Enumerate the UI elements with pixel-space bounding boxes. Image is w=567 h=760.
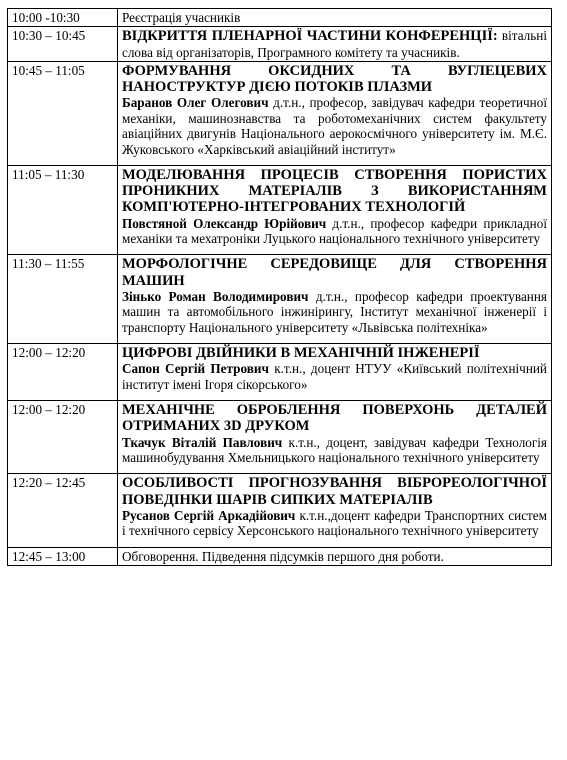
speaker-name: Сапон Сергій Петрович bbox=[122, 361, 269, 377]
activity-text: Обговорення. Підведення підсумків першого дня роботи. bbox=[122, 548, 444, 564]
schedule-row-registration bbox=[8, 9, 552, 27]
schedule-row-talk bbox=[8, 344, 552, 401]
speaker-details: к.т.н., доцент, завідувач кафедри Технологія машинобудування Хмельницького національного технічного університету bbox=[122, 434, 548, 465]
time-cell: 12:20 – 12:45 bbox=[8, 474, 118, 547]
talk-cell bbox=[118, 401, 552, 474]
activity-cell bbox=[118, 27, 552, 62]
speaker-details: д.т.н., професор, завідувач кафедри теоретичної механіки, машинознавства та роботомеханічних систем факультету авіаційних двигунів Національного аерокосмічного університету ім. М.Є. Жуковського «Харківський авіаційний інститут» bbox=[122, 95, 547, 157]
speaker-name: Русанов Сергій Аркадійович bbox=[122, 507, 296, 523]
conference-schedule-table bbox=[7, 8, 552, 566]
time-cell: 11:05 – 11:30 bbox=[8, 166, 118, 255]
speaker-details: к.т.н., доцент НТУУ «Київський політехнічний інститут імені Ігоря сікорського» bbox=[122, 361, 547, 392]
speaker-info bbox=[122, 95, 547, 157]
schedule-row-talk bbox=[8, 62, 552, 166]
schedule-row-opening bbox=[8, 27, 552, 62]
speaker-name: Баранов Олег Олегович bbox=[122, 95, 269, 111]
time-cell: 12:45 – 13:00 bbox=[8, 547, 118, 565]
speaker-info bbox=[122, 216, 547, 247]
speaker-info bbox=[122, 289, 547, 335]
talk-title: МОДЕЛЮВАННЯ ПРОЦЕСІВ СТВОРЕННЯ ПОРИСТИХ ПРОНИКНИХ МАТЕРІАЛІВ З ВИКОРИСТАННЯМ КОМП'ЮТЕРНО-ІНТЕГРОВАНИХ ТЕХНОЛОГІЙ bbox=[122, 167, 547, 216]
activity-text: Реєстрація учасників bbox=[122, 10, 241, 25]
schedule-row-talk bbox=[8, 401, 552, 474]
speaker-details: д.т.н., професор кафедри проектування машин та автомобільного інжинірингу, Інститут механічної інженерії і транспорту Національного університету «Львівська політехніка» bbox=[122, 288, 547, 335]
schedule-row-talk bbox=[8, 474, 552, 547]
speaker-details: д.т.н., професор кафедри прикладної механіки та мехатроніки Луцького національного технічного університету bbox=[122, 215, 547, 247]
schedule-row-talk bbox=[8, 255, 552, 344]
talk-title: ОСОБЛИВОСТІ ПРОГНОЗУВАННЯ ВІБРОРЕОЛОГІЧНОЇ ПОВЕДІНКИ ШАРІВ СИПКИХ МАТЕРІАЛІВ bbox=[122, 475, 547, 508]
schedule-row-discussion bbox=[8, 547, 552, 565]
speaker-name: Повстяной Олександр Юрійович bbox=[122, 215, 327, 231]
speaker-info bbox=[122, 361, 547, 392]
talk-title: ФОРМУВАННЯ ОКСИДНИХ ТА ВУГЛЕЦЕВИХ НАНОСТРУКТУР ДІЄЮ ПОТОКІВ ПЛАЗМИ bbox=[122, 63, 547, 96]
talk-cell bbox=[118, 344, 552, 401]
session-description: вітальні слова від організаторів, Програмного комітету та учасників. bbox=[122, 28, 547, 60]
talk-title: МЕХАНІЧНЕ ОБРОБЛЕННЯ ПОВЕРХОНЬ ДЕТАЛЕЙ ОТРИМАНИХ 3D ДРУКОМ bbox=[122, 402, 547, 435]
speaker-info bbox=[122, 435, 547, 466]
talk-cell bbox=[118, 255, 552, 344]
talk-cell bbox=[118, 166, 552, 255]
activity-cell bbox=[118, 9, 552, 27]
speaker-info bbox=[122, 508, 547, 539]
activity-cell bbox=[118, 547, 552, 565]
schedule-row-talk bbox=[8, 166, 552, 255]
talk-cell bbox=[118, 474, 552, 547]
time-cell: 10:00 -10:30 bbox=[8, 9, 118, 27]
speaker-details: к.т.н.,доцент кафедри Транспортних систем і технічного сервісу Херсонського національного технічного університету bbox=[122, 507, 548, 539]
time-cell: 11:30 – 11:55 bbox=[8, 255, 118, 344]
time-cell: 12:00 – 12:20 bbox=[8, 344, 118, 401]
time-cell: 10:30 – 10:45 bbox=[8, 27, 118, 62]
talk-title: ЦИФРОВІ ДВІЙНИКИ В МЕХАНІЧНІЙ ІНЖЕНЕРІЇ bbox=[122, 345, 480, 362]
talk-cell bbox=[118, 62, 552, 166]
talk-title: МОРФОЛОГІЧНЕ СЕРЕДОВИЩЕ ДЛЯ СТВОРЕННЯ МАШИН bbox=[122, 256, 547, 289]
time-cell: 12:00 – 12:20 bbox=[8, 401, 118, 474]
speaker-name: Ткачук Віталій Павлович bbox=[122, 434, 283, 450]
speaker-name: Зінько Роман Володимирович bbox=[122, 288, 309, 304]
time-cell: 10:45 – 11:05 bbox=[8, 62, 118, 166]
session-title: ВІДКРИТТЯ ПЛЕНАРНОЇ ЧАСТИНИ КОНФЕРЕНЦІЇ: bbox=[122, 28, 498, 45]
